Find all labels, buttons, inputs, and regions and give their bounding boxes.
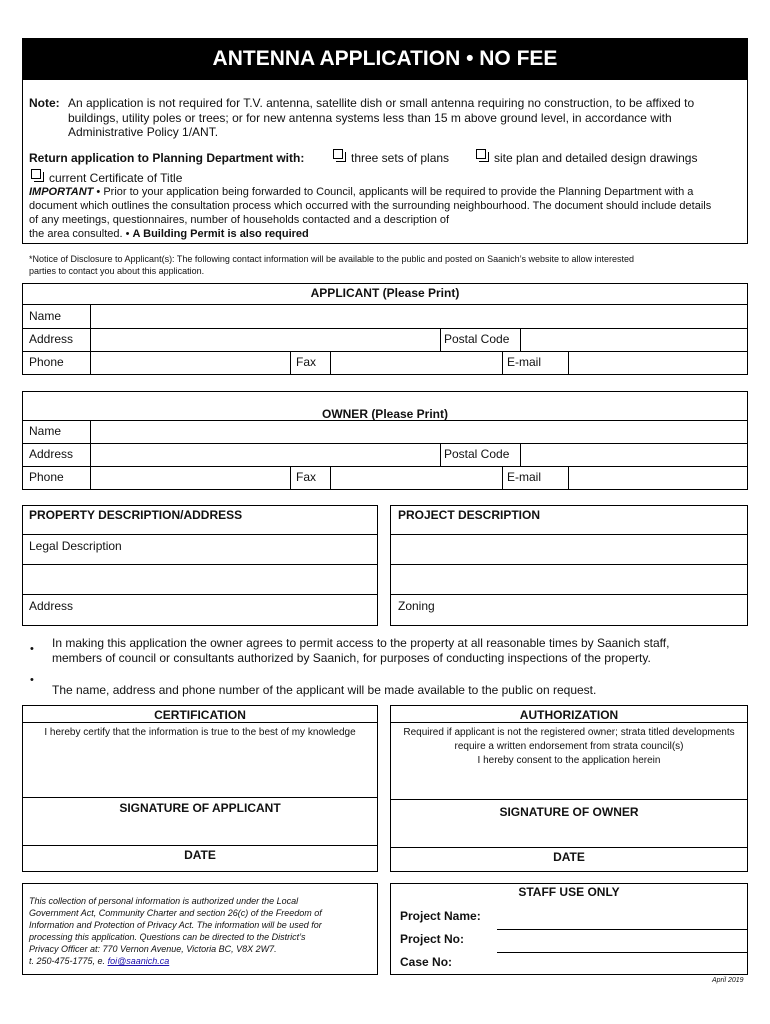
privacy-line1: This collection of personal information is authorized under the Local	[29, 896, 299, 906]
page-title: ANTENNA APPLICATION • NO FEE	[22, 38, 748, 80]
signature-of-applicant-field[interactable]	[24, 816, 376, 844]
return-label: Return application to Planning Department with:	[29, 151, 305, 165]
option-site-plan-label: site plan and detailed design drawings	[494, 151, 698, 165]
privacy-line2: Government Act, Community Charter and section 26(c) of the Freedom of	[29, 908, 322, 918]
signature-of-owner-field[interactable]	[392, 820, 746, 846]
authorization-header: AUTHORIZATION	[519, 708, 619, 722]
privacy-line6	[29, 956, 169, 966]
applicant-email-label: E-mail	[507, 355, 542, 369]
bullet-public-info: The name, address and phone number of the applicant will be made available to the public on request.	[52, 683, 597, 697]
owner-name-field[interactable]	[92, 422, 746, 442]
privacy-line3: Information and Protection of Privacy Act. The information will be used for	[29, 920, 322, 930]
important-line3: of any meetings, questionnaires, number of households contacted and a description of	[29, 214, 450, 226]
privacy-phone: t. 250-475-1775, e.	[29, 956, 108, 966]
signature-of-owner-label: SIGNATURE OF OWNER	[499, 805, 639, 819]
legal-description-field[interactable]	[24, 566, 376, 593]
checkbox-certificate-of-title[interactable]	[31, 169, 41, 179]
checkbox-three-sets-of-plans[interactable]	[333, 149, 343, 159]
authorization-line3: I hereby consent to the application herein	[477, 755, 661, 766]
note-line3: Administrative Policy 1/ANT.	[68, 125, 219, 139]
owner-address-label: Address	[29, 447, 74, 461]
legal-description-label: Legal Description	[29, 539, 122, 553]
applicant-fax-label: Fax	[296, 355, 317, 369]
disclosure-line1: *Notice of Disclosure to Applicant(s): The following contact information will be available to the public and posted on Saanich’s website to allow interested	[29, 254, 635, 264]
applicant-fax-field[interactable]	[332, 353, 500, 373]
certification-header: CERTIFICATION	[154, 708, 246, 722]
applicant-email-field[interactable]	[570, 353, 746, 373]
owner-fax-label: Fax	[296, 470, 317, 484]
owner-phone-label: Phone	[29, 470, 64, 484]
case-no-label: Case No:	[400, 955, 453, 969]
owner-email-field[interactable]	[570, 468, 746, 488]
building-permit-note: A Building Permit is also required	[132, 228, 309, 240]
important-text: • Prior to your application being forwarded to Council, applicants will be required to provide the Planning Department with a	[93, 186, 694, 198]
option-three-sets-label: three sets of plans	[351, 151, 450, 165]
disclosure-line2: parties to contact you about this application.	[29, 266, 205, 276]
note-line2: buildings, utility poles or trees; or for new antenna systems less than 15 m above ground level, in accordance with	[68, 111, 672, 125]
authorization-line1: Required if applicant is not the registered owner; strata titled developments	[403, 727, 735, 738]
owner-postal-label: Postal Code	[444, 447, 510, 461]
privacy-line4: processing this application. Questions can be directed to the District’s	[29, 932, 306, 942]
owner-email-label: E-mail	[507, 470, 542, 484]
bullet-dot-1: •	[30, 643, 34, 655]
zoning-label: Zoning	[398, 599, 435, 613]
checkbox-site-plan[interactable]	[476, 149, 486, 159]
project-description-field[interactable]	[392, 536, 746, 592]
owner-date-label: DATE	[553, 850, 585, 864]
bullet-dot-2: •	[30, 674, 34, 686]
applicant-phone-label: Phone	[29, 355, 64, 369]
note-line1: An application is not required for T.V. antenna, satellite dish or small antenna requiring no construction, to be affixed to	[68, 96, 695, 110]
important-line2: document which outlines the consultation process which occurred with the surrounding neighbourhood. The document should include details	[29, 200, 712, 212]
signature-of-applicant-label: SIGNATURE OF APPLICANT	[119, 801, 281, 815]
project-no-label: Project No:	[400, 932, 465, 946]
bullet-access-line1: In making this application the owner agrees to permit access to the property at all reasonable times by Saanich staff,	[52, 636, 670, 650]
owner-phone-field[interactable]	[92, 468, 288, 488]
applicant-date-label: DATE	[184, 848, 216, 862]
applicant-name-label: Name	[29, 309, 62, 323]
property-address-label: Address	[29, 599, 74, 613]
applicant-address-label: Address	[29, 332, 74, 346]
applicant-phone-field[interactable]	[92, 353, 288, 373]
certification-text: I hereby certify that the information is true to the best of my knowledge	[44, 727, 356, 738]
applicant-name-field[interactable]	[92, 306, 746, 326]
option-certificate-label: current Certificate of Title	[49, 171, 183, 185]
owner-name-label: Name	[29, 424, 62, 438]
staff-use-header: STAFF USE ONLY	[518, 885, 620, 899]
bullet-access-line2: members of council or consultants authorized by Saanich, for purposes of conducting inspections of the property.	[52, 651, 651, 665]
project-header: PROJECT DESCRIPTION	[398, 508, 541, 522]
applicant-address-field[interactable]	[92, 330, 438, 350]
owner-fax-field[interactable]	[332, 468, 500, 488]
applicant-header: APPLICANT (Please Print)	[310, 286, 460, 300]
project-name-label: Project Name:	[400, 909, 481, 923]
property-header: PROPERTY DESCRIPTION/ADDRESS	[29, 508, 243, 522]
owner-postal-field[interactable]	[522, 445, 746, 465]
note-label: Note:	[29, 96, 60, 110]
privacy-email-link[interactable]: foi@saanich.ca	[107, 956, 170, 966]
important-line4	[29, 228, 309, 240]
owner-address-field[interactable]	[92, 445, 438, 465]
owner-header: OWNER (Please Print)	[321, 407, 449, 421]
privacy-line5: Privacy Officer at: 770 Vernon Avenue, Victoria BC, V8X 2W7.	[29, 944, 277, 954]
important-line4-text: the area consulted. •	[29, 228, 133, 240]
authorization-line2: require a written endorsement from strata council(s)	[454, 741, 684, 752]
important-line1	[29, 186, 693, 198]
applicant-postal-field[interactable]	[522, 330, 746, 350]
important-label: IMPORTANT	[29, 186, 94, 198]
applicant-postal-label: Postal Code	[444, 332, 510, 346]
footer-date: April 2019	[712, 977, 744, 984]
